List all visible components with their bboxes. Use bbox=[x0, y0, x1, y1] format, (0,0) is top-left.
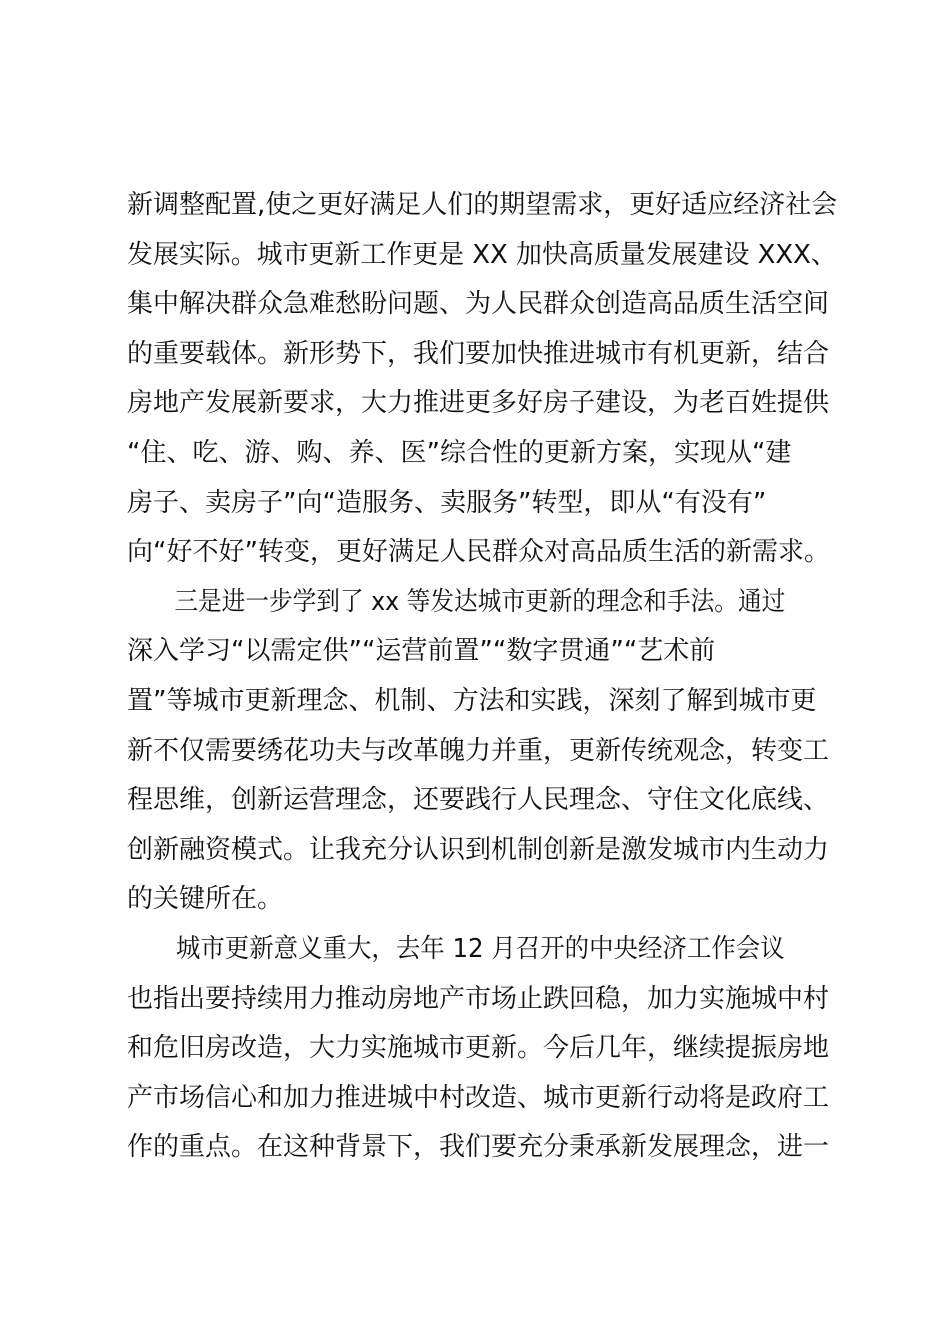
text-line: 创新融资模式。让我充分认识到机制创新是激发城市内生动力 bbox=[127, 834, 830, 865]
text-line: 向“好不好”转变，更好满足人民群众对高品质生活的新需求。 bbox=[127, 537, 830, 568]
text-line: 和危旧房改造，大力实施城市更新。今后几年，继续提振房地 bbox=[127, 1033, 830, 1064]
text-line: 新不仅需要绣花功夫与改革魄力并重，更新传统观念，转变工 bbox=[127, 735, 830, 766]
paragraph-continuation bbox=[127, 181, 837, 578]
text-line: 的重要载体。新形势下，我们要加快推进城市有机更新，结合 bbox=[127, 338, 830, 369]
text-line: 房地产发展新要求，大力推进更多好房子建设，为老百姓提供 bbox=[127, 388, 830, 419]
text-line: 深入学习“以需定供”“运营前置”“数字贯通”“艺术前 bbox=[127, 636, 716, 667]
text-line: 三是进一步学到了 xx 等发达城市更新的理念和手法。通过 bbox=[174, 586, 786, 617]
text-line: “住、吃、游、购、养、医”综合性的更新方案，实现从“建 bbox=[127, 437, 792, 468]
text-line: 作的重点。在这种背景下，我们要充分秉承新发展理念，进一 bbox=[127, 1132, 830, 1163]
text-line: 房子、卖房子”向“造服务、卖服务”转型，即从“有没有” bbox=[127, 487, 767, 518]
text-line: 发展实际。城市更新工作更是 XX 加快高质量发展建设 XXX、 bbox=[127, 239, 837, 270]
text-line: 新调整配置,使之更好满足人们的期望需求，更好适应经济社会 bbox=[127, 190, 838, 220]
text-line: 置”等城市更新理念、机制、方法和实践，深刻了解到城市更 bbox=[127, 685, 817, 716]
text-line: 程思维，创新运营理念，还要践行人民理念、守住文化底线、 bbox=[127, 785, 830, 816]
body-text bbox=[127, 181, 837, 1173]
text-line: 集中解决群众急难愁盼问题、为人民群众创造高品质生活空间 bbox=[127, 289, 830, 320]
text-line: 城市更新意义重大，去年 12 月召开的中央经济工作会议 bbox=[175, 933, 785, 964]
text-line: 的关键所在。 bbox=[127, 884, 284, 915]
text-line: 产市场信心和加力推进城中村改造、城市更新行动将是政府工 bbox=[127, 1082, 830, 1113]
paragraph-third-point bbox=[127, 578, 837, 925]
text-line: 也指出要持续用力推动房地产市场止跌回稳，加力实施城中村 bbox=[127, 983, 830, 1014]
paragraph-urban-renewal bbox=[127, 925, 837, 1173]
